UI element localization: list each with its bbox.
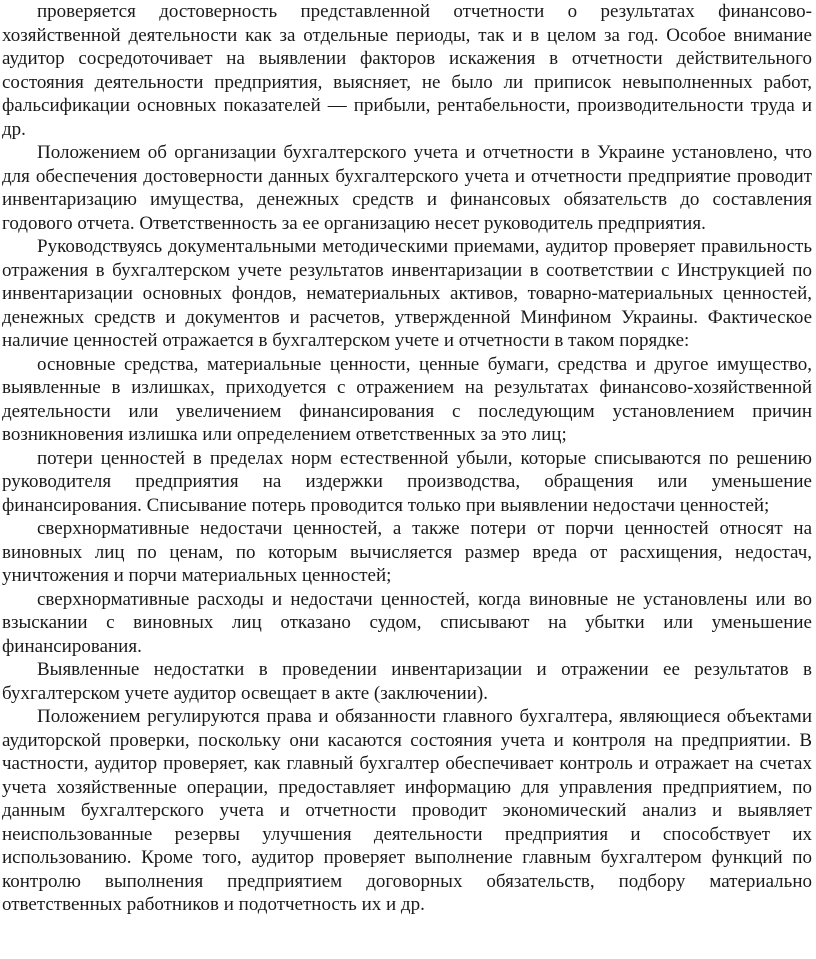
list-item-2: потери ценностей в пределах норм естественной убыли, которые списываются по решению руководителя предприятия на издержки производства, обращения или уменьшение финансирования. Списывание потерь проводится только при выявлении недостачи ценностей; — [2, 447, 812, 516]
list-item-1: основные средства, материальные ценности, ценные бумаги, средства и другое имущество, выявленные в излишках, приходуется с отражением на результатах финансово-хозяйственной деятельности или увеличением финансирования с последующим установлением причин возникновения излишка или определением ответственных за это лиц; — [2, 353, 812, 445]
paragraph-2: Положением об организации бухгалтерского учета и отчетности в Украине установлено, что для обеспечения достоверности данных бухгалтерского учета и отчетности предприятие проводит инвентаризацию имущества, денежных средств и финансовых обязательств до составления годового отчета. Ответственность за ее организацию несет руководитель предприятия. — [2, 142, 812, 234]
paragraph-5: Положением регулируются права и обязанности главного бухгалтера, являющиеся объектами аудиторской проверки, поскольку они касаются состояния учета и контроля на предприятии. В частности, аудитор проверяет, как главный бухгалтер обеспечивает контроль и отражает на счетах учета хозяйственные операции, предоставляет информацию для управления предприятием, по данным бухгалтерского учета и отчетности проводит экономический анализ и выявляет неиспользованные резервы улучшения деятельности предприятия и способствует их использованию. Кроме того, аудитор проверяет выполнение главным бухгалтером функций по контролю выполнения предприятием договорных обязательств, подбору материально ответственных работников и подотчетность их и др. — [2, 706, 812, 915]
list-item-3: сверхнормативные недостачи ценностей, а также потери от порчи ценностей относят на виновных лиц по ценам, по которым вычисляется размер вреда от расхищения, недостач, уничтожения и порчи материальных ценностей; — [2, 518, 812, 586]
list-item-4: сверхнормативные расходы и недостачи ценностей, когда виновные не установлены или во взыскании с виновных лиц отказано судом, списывают на убытки или уменьшение финансирования. — [2, 588, 812, 657]
paragraph-3: Руководствуясь документальными методическими приемами, аудитор проверяет правильность отражения в бухгалтерском учете результатов инвентаризации в соответствии с Инструкцией по инвентаризации основных фондов, нематериальных активов, товарно-материальных ценностей, денежных средств и документов и расчетов, утвержденной Минфином Украины. Фактическое наличие ценностей отражается в бухгалтерском учете и отчетности в таком порядке: — [2, 236, 812, 351]
paragraph-1-continuation: проверяется достоверность представленной отчетности о результатах финансово-хозяйственной деятельности как за отдельные периоды, так и в целом за год. Особое внимание аудитор сосредоточивает на выявлении факторов искажения в отчетности действительного состояния деятельности предприятия, выясняет, не было ли приписок невыполненных работ, фальсификации основных показателей — прибыли, рентабельности, производительности труда и др. — [2, 1, 812, 140]
paragraph-4: Выявленные недостатки в проведении инвентаризации и отражении ее результатов в бухгалтерском учете аудитор освещает в акте (заключении). — [2, 659, 812, 704]
